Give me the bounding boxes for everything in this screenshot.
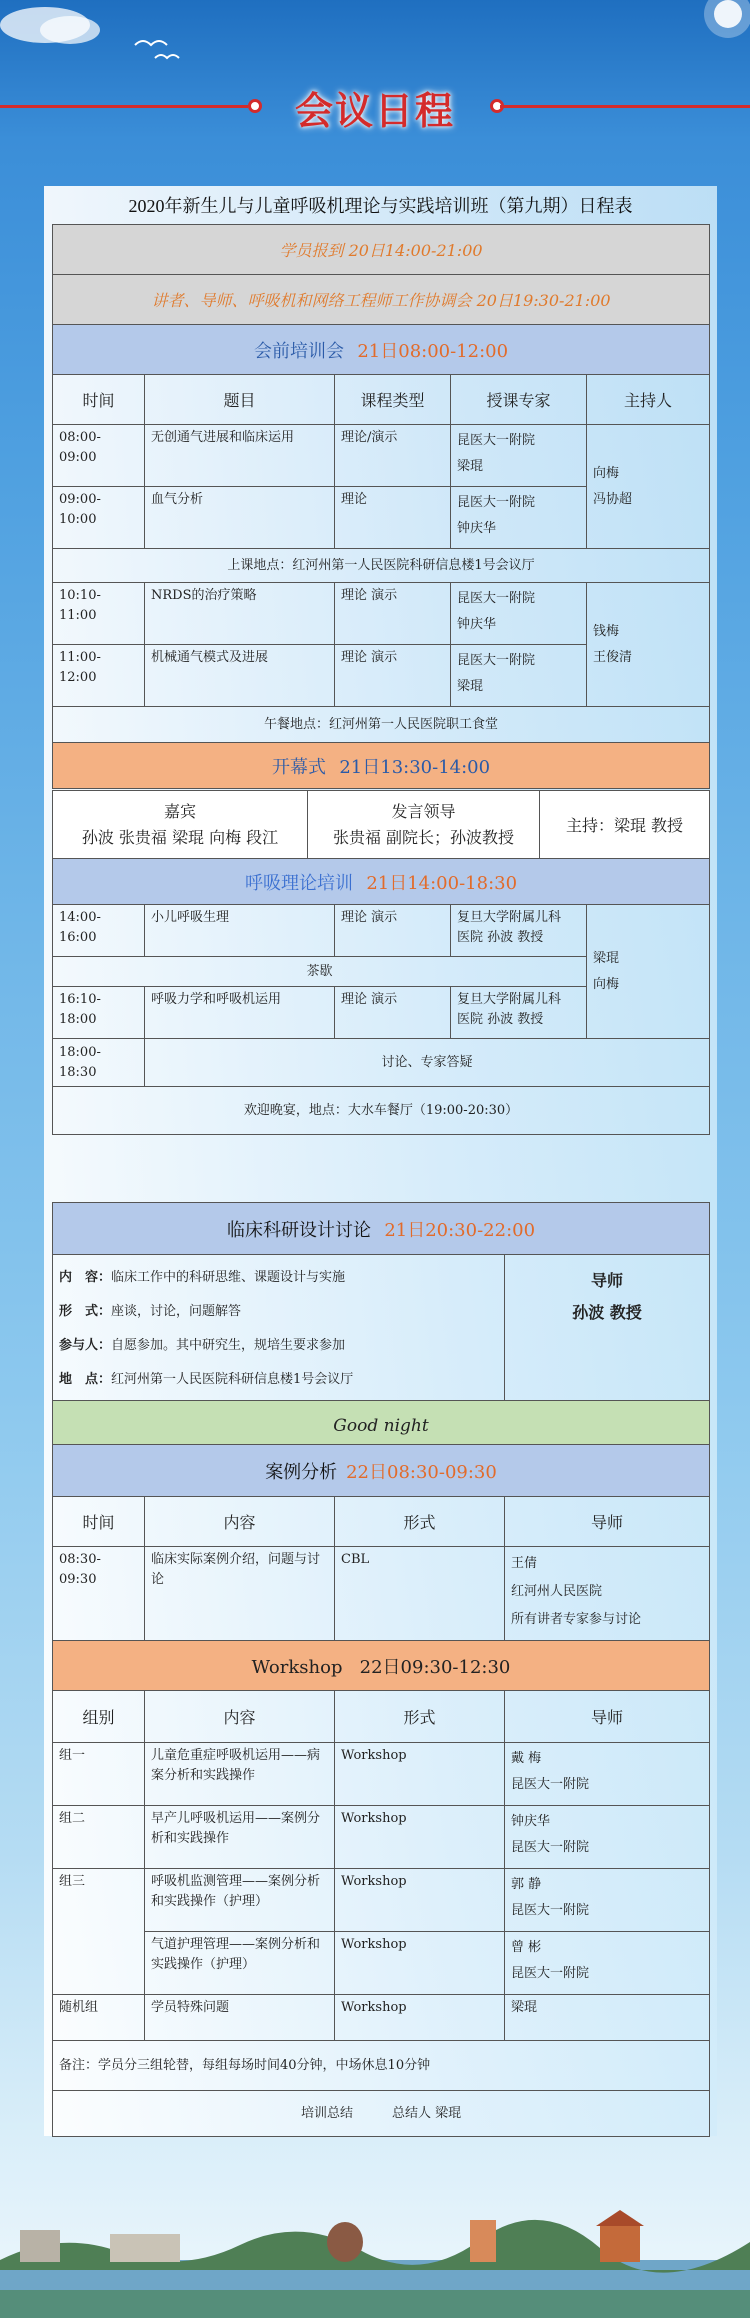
col-header-content: 内容 xyxy=(145,1691,335,1743)
research-discussion-table xyxy=(52,1202,710,1451)
row-time: 10:10-11:00 xyxy=(53,583,145,645)
row-time: 09:00-10:00 xyxy=(53,487,145,549)
col-header-mentor: 导师 xyxy=(505,1497,710,1547)
row-type: 理论 演示 xyxy=(335,905,451,957)
row-group: 组三 xyxy=(53,1869,145,1995)
host-cell xyxy=(587,583,710,707)
mentor-name: 曾 彬 xyxy=(511,1940,542,1955)
row-mentor xyxy=(505,1547,710,1641)
row-mentor: 梁琨 xyxy=(505,1995,710,2041)
research-details xyxy=(53,1255,505,1401)
pre-training-header xyxy=(53,325,710,375)
expert-hospital: 昆医大一附院 xyxy=(457,653,536,668)
bird-icon xyxy=(155,55,179,58)
expert-hospital: 复旦大学附属儿科 xyxy=(457,992,562,1007)
row-time: 11:00-12:00 xyxy=(53,645,145,707)
opening-host: 主持：梁琨 教授 xyxy=(540,791,710,859)
case-title: 案例分析 xyxy=(265,1461,338,1483)
table-row xyxy=(53,1932,710,1995)
venue-row: 上课地点：红河州第一人民医院科研信息楼1号会议厅 xyxy=(53,549,710,583)
expert-name: 钟庆华 xyxy=(457,617,497,632)
workshop-time: 22日09:30-12:30 xyxy=(359,1656,511,1678)
row-topic: 机械通气模式及进展 xyxy=(145,645,335,707)
table-row xyxy=(53,905,710,957)
research-header xyxy=(53,1203,710,1255)
summary-row: 培训总结 总结人 梁琨 xyxy=(53,2091,710,2137)
row-expert xyxy=(451,905,587,957)
pavilion xyxy=(600,2226,640,2262)
tea-break-row: 茶歇 xyxy=(53,957,587,987)
mentor-note: 所有讲者专家参与讨论 xyxy=(511,1612,642,1627)
table-row xyxy=(53,1743,710,1806)
item-value: 临床工作中的科研思维、课题设计与实施 xyxy=(111,1270,346,1285)
building xyxy=(110,2234,180,2262)
mentor-name: 王倩 xyxy=(511,1556,538,1571)
case-time: 22日08:30-09:30 xyxy=(346,1461,497,1483)
schedule-title: 2020年新生儿与儿童呼吸机理论与实践培训班（第九期）日程表 xyxy=(128,196,633,216)
mentor-hospital: 昆医大一附院 xyxy=(511,1840,590,1855)
row-content: 学员特殊问题 xyxy=(145,1995,335,2041)
mentor-hospital: 昆医大一附院 xyxy=(511,1966,590,1981)
col-header-group: 组别 xyxy=(53,1691,145,1743)
bird-icon xyxy=(135,41,167,45)
host-name: 向梅 xyxy=(593,465,620,481)
table-row xyxy=(53,425,710,487)
row-topic: 血气分析 xyxy=(145,487,335,549)
theory-title: 呼吸理论培训 xyxy=(244,872,353,894)
row-expert xyxy=(451,987,587,1039)
cloud xyxy=(40,16,100,44)
row-form: Workshop xyxy=(335,1743,505,1806)
leaders-names: 张贵福 副院长；孙波教授 xyxy=(332,827,515,847)
theory-time: 21日14:00-18:30 xyxy=(366,872,518,894)
expert-name: 钟庆华 xyxy=(457,521,497,536)
expert-name: 医院 孙波 教授 xyxy=(457,1012,544,1027)
footer-scenery xyxy=(0,2190,750,2318)
item-label: 地 点： xyxy=(59,1372,112,1387)
research-mentor-cell xyxy=(505,1255,710,1401)
host-name: 向梅 xyxy=(593,976,620,992)
case-header xyxy=(53,1445,710,1497)
workshop-table xyxy=(52,1640,710,2137)
pre-training-time: 21日08:00-12:00 xyxy=(357,340,509,362)
opening-title: 开幕式 xyxy=(271,756,326,778)
row-expert xyxy=(451,645,587,707)
research-item xyxy=(59,1363,498,1397)
pre-training-title: 会前培训会 xyxy=(253,340,344,362)
row-type: 理论 xyxy=(335,487,451,549)
host-name: 冯协超 xyxy=(593,491,633,507)
workshop-title: Workshop xyxy=(251,1656,343,1678)
row-type: 理论 演示 xyxy=(335,645,451,707)
col-header-type: 课程类型 xyxy=(335,375,451,425)
research-title: 临床科研设计讨论 xyxy=(226,1219,371,1241)
note-row: 备注：学员分三组轮替，每组每场时间40分钟，中场休息10分钟 xyxy=(53,2041,710,2091)
row-form: Workshop xyxy=(335,1806,505,1869)
host-name: 王俊清 xyxy=(593,649,633,665)
registration-row: 学员报到 20日14:00-21:00 xyxy=(53,225,710,275)
tower xyxy=(470,2220,496,2262)
sun-icon xyxy=(714,0,742,28)
row-time: 16:10-18:00 xyxy=(53,987,145,1039)
col-header-form: 形式 xyxy=(335,1497,505,1547)
item-value: 座谈，讨论，问题解答 xyxy=(111,1304,242,1319)
row-group: 组一 xyxy=(53,1743,145,1806)
day1-schedule-table xyxy=(52,224,710,789)
row-topic: 无创通气进展和临床运用 xyxy=(145,425,335,487)
col-header-expert: 授课专家 xyxy=(451,375,587,425)
mentor-name: 郭 静 xyxy=(511,1877,542,1892)
item-label: 参与人： xyxy=(59,1338,112,1353)
row-topic: 呼吸力学和呼吸机运用 xyxy=(145,987,335,1039)
mentor-hospital: 红河州人民医院 xyxy=(511,1584,603,1599)
research-time: 21日20:30-22:00 xyxy=(384,1219,536,1241)
leaders-cell xyxy=(308,791,540,859)
col-header-host: 主持人 xyxy=(587,375,710,425)
lunch-row: 午餐地点：红河州第一人民医院职工食堂 xyxy=(53,707,710,743)
opening-guests-table xyxy=(52,790,710,859)
row-mentor xyxy=(505,1932,710,1995)
host-cell xyxy=(587,425,710,549)
row-content: 呼吸机监测管理——案例分析和实践操作（护理） xyxy=(145,1869,335,1932)
item-label: 内 容： xyxy=(59,1270,112,1285)
item-label: 形 式： xyxy=(59,1304,112,1319)
row-mentor xyxy=(505,1869,710,1932)
expert-hospital: 昆医大一附院 xyxy=(457,495,536,510)
building xyxy=(20,2230,60,2262)
row-form: Workshop xyxy=(335,1995,505,2041)
row-group: 组二 xyxy=(53,1806,145,1869)
research-item xyxy=(59,1329,498,1363)
col-header-form: 形式 xyxy=(335,1691,505,1743)
expert-hospital: 昆医大一附院 xyxy=(457,591,536,606)
mentor-name: 戴 梅 xyxy=(511,1751,542,1766)
row-time: 08:00-09:00 xyxy=(53,425,145,487)
mentor-name: 钟庆华 xyxy=(511,1814,551,1829)
row-time: 08:30-09:30 xyxy=(53,1547,145,1641)
expert-name: 梁琨 xyxy=(457,459,484,474)
row-topic: NRDS的治疗策略 xyxy=(145,583,335,645)
host-name: 钱梅 xyxy=(593,623,620,639)
theory-training-table xyxy=(52,858,710,1135)
mentor-label: 导师 xyxy=(590,1271,623,1290)
row-time: 14:00-16:00 xyxy=(53,905,145,957)
guests-cell xyxy=(53,791,308,859)
col-header-content: 内容 xyxy=(145,1497,335,1547)
title-bar xyxy=(0,80,750,133)
expert-name: 梁琨 xyxy=(457,679,484,694)
expert-name: 医院 孙波 教授 xyxy=(457,930,544,945)
row-mentor xyxy=(505,1806,710,1869)
row-content: 儿童危重症呼吸机运用——病案分析和实践操作 xyxy=(145,1743,335,1806)
page-title: 会议日程 xyxy=(294,89,455,133)
row-expert xyxy=(451,583,587,645)
expert-hospital: 复旦大学附属儿科 xyxy=(457,910,562,925)
row-type: 理论 演示 xyxy=(335,583,451,645)
row-content: 临床实际案例介绍，问题与讨论 xyxy=(145,1547,335,1641)
row-mentor xyxy=(505,1743,710,1806)
row-type: 理论 演示 xyxy=(335,987,451,1039)
table-row xyxy=(53,1869,710,1932)
expert-hospital: 昆医大一附院 xyxy=(457,433,536,448)
opening-time: 21日13:30-14:00 xyxy=(339,756,491,778)
title-line-left xyxy=(0,105,248,108)
title-line-right xyxy=(500,105,750,108)
case-analysis-table xyxy=(52,1444,710,1641)
workshop-header xyxy=(53,1641,710,1691)
row-group: 随机组 xyxy=(53,1995,145,2041)
col-header-time: 时间 xyxy=(53,1497,145,1547)
row-topic: 小儿呼吸生理 xyxy=(145,905,335,957)
pavilion-roof xyxy=(596,2210,644,2226)
opening-header xyxy=(53,743,710,789)
mentor-name: 孙波 教授 xyxy=(572,1303,642,1322)
research-item xyxy=(59,1295,498,1329)
discussion-text: 讨论、专家答疑 xyxy=(145,1039,710,1087)
row-expert xyxy=(451,487,587,549)
rock-landmark xyxy=(327,2222,363,2262)
good-night-row: Good night xyxy=(53,1401,710,1451)
host-cell xyxy=(587,905,710,1039)
discussion-time: 18:00-18:30 xyxy=(53,1039,145,1087)
table-row xyxy=(53,583,710,645)
mentor-hospital: 昆医大一附院 xyxy=(511,1903,590,1918)
item-value: 自愿参加。其中研究生，规培生要求参加 xyxy=(111,1338,346,1353)
col-header-mentor: 导师 xyxy=(505,1691,710,1743)
item-value: 红河州第一人民医院科研信息楼1号会议厅 xyxy=(111,1372,354,1387)
coord-meeting-row: 讲者、导师、呼吸机和网络工程师工作协调会 20日19:30-21:00 xyxy=(53,275,710,325)
leaders-label: 发言领导 xyxy=(391,801,456,821)
guests-names: 孙波 张贵福 梁琨 向梅 段江 xyxy=(81,827,279,847)
col-header-time: 时间 xyxy=(53,375,145,425)
row-form: Workshop xyxy=(335,1869,505,1932)
title-dot-left xyxy=(248,99,262,113)
guests-label: 嘉宾 xyxy=(163,801,196,821)
theory-header xyxy=(53,859,710,905)
row-expert xyxy=(451,425,587,487)
mentor-hospital: 昆医大一附院 xyxy=(511,1777,590,1792)
row-form: Workshop xyxy=(335,1932,505,1995)
foliage xyxy=(0,2290,750,2318)
table-row xyxy=(53,1995,710,2041)
table-row xyxy=(53,1547,710,1641)
table-row xyxy=(53,1806,710,1869)
dinner-row: 欢迎晚宴，地点：大水车餐厅（19:00-20:30） xyxy=(53,1087,710,1135)
row-form: CBL xyxy=(335,1547,505,1641)
cloud xyxy=(0,7,90,43)
row-type: 理论/演示 xyxy=(335,425,451,487)
col-header-topic: 题目 xyxy=(145,375,335,425)
research-item xyxy=(59,1261,498,1295)
row-content: 气道护理管理——案例分析和实践操作（护理） xyxy=(145,1932,335,1995)
host-name: 梁琨 xyxy=(593,950,620,966)
row-content: 早产儿呼吸机运用——案例分析和实践操作 xyxy=(145,1806,335,1869)
